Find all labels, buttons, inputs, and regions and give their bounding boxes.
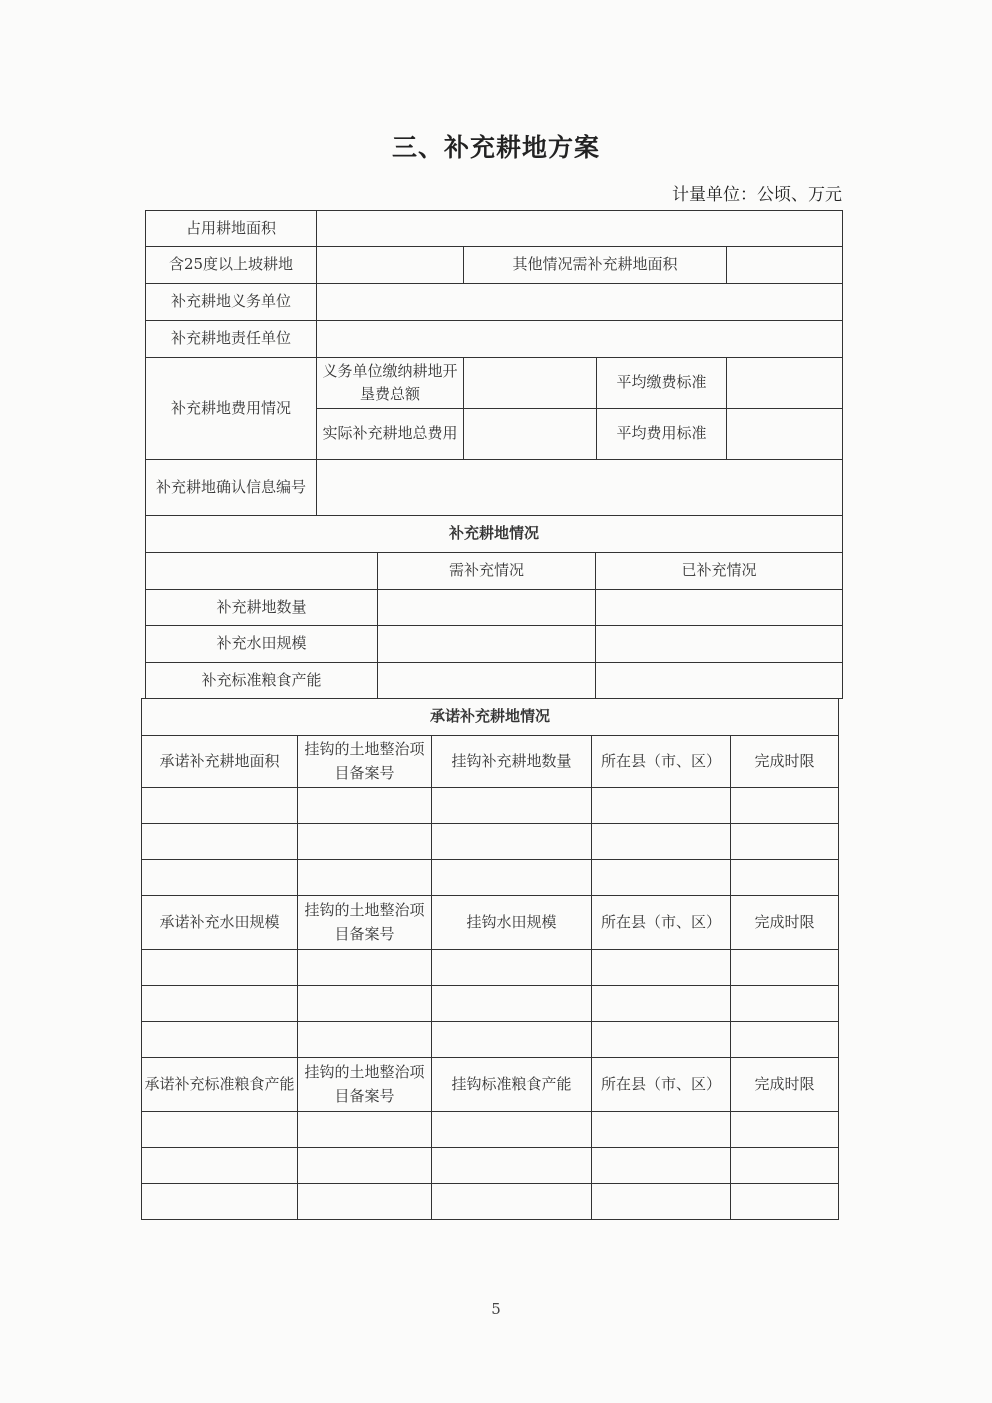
table-cell[interactable] xyxy=(298,788,432,824)
supplement-status-table xyxy=(145,515,843,699)
row-label: 补充耕地数量 xyxy=(146,590,378,626)
group-label: 承诺补充耕地面积 xyxy=(142,736,298,788)
avg-paid-std-label: 平均缴费标准 xyxy=(597,358,727,409)
confirm-no-label: 补充耕地确认信息编号 xyxy=(146,460,317,516)
unit-note: 计量单位：公顷、万元 xyxy=(672,185,842,205)
project-col-header: 挂钩的土地整治项目备案号 xyxy=(298,896,432,950)
table-cell[interactable] xyxy=(432,860,592,896)
table-cell[interactable] xyxy=(731,1148,839,1184)
table-cell[interactable] xyxy=(298,986,432,1022)
slope-land-value[interactable] xyxy=(317,247,464,284)
linked-col-header: 挂钩补充耕地数量 xyxy=(432,736,592,788)
other-area-value[interactable] xyxy=(727,247,843,284)
group-label: 承诺补充水田规模 xyxy=(142,896,298,950)
avg-paid-std-value[interactable] xyxy=(727,358,843,409)
table-cell[interactable] xyxy=(298,1112,432,1148)
responsible-unit-value[interactable] xyxy=(317,321,843,358)
confirm-no-value[interactable] xyxy=(317,460,843,516)
group-label: 承诺补充标准粮食产能 xyxy=(142,1058,298,1112)
table-cell[interactable] xyxy=(592,1148,731,1184)
table-cell[interactable] xyxy=(432,788,592,824)
basic-info-table xyxy=(145,210,843,516)
table-cell[interactable] xyxy=(731,1112,839,1148)
deadline-col-header: 完成时限 xyxy=(731,1058,839,1112)
actual-total-value[interactable] xyxy=(464,409,597,460)
obligation-unit-label: 补充耕地义务单位 xyxy=(146,284,317,321)
table-cell[interactable] xyxy=(142,986,298,1022)
table-cell[interactable] xyxy=(432,1112,592,1148)
county-col-header: 所在县（市、区） xyxy=(592,736,731,788)
table-cell[interactable] xyxy=(592,1184,731,1220)
project-col-header: 挂钩的土地整治项目备案号 xyxy=(298,736,432,788)
table-cell[interactable] xyxy=(731,1022,839,1058)
table-cell[interactable] xyxy=(731,950,839,986)
table-cell[interactable] xyxy=(142,1112,298,1148)
table-cell[interactable] xyxy=(298,1148,432,1184)
table-cell[interactable] xyxy=(142,824,298,860)
table-cell[interactable] xyxy=(731,986,839,1022)
paid-total-value[interactable] xyxy=(464,358,597,409)
row-label: 补充标准粮食产能 xyxy=(146,663,378,699)
table-cell[interactable] xyxy=(432,986,592,1022)
page-title: 三、补充耕地方案 xyxy=(391,133,600,162)
slope-land-label: 含25度以上坡耕地 xyxy=(146,247,317,284)
table-cell[interactable] xyxy=(432,1022,592,1058)
table-cell[interactable] xyxy=(298,1184,432,1220)
table-cell[interactable] xyxy=(592,860,731,896)
linked-col-header: 挂钩标准粮食产能 xyxy=(432,1058,592,1112)
row-label: 补充水田规模 xyxy=(146,626,378,663)
table-cell[interactable] xyxy=(592,1022,731,1058)
supplement-status-heading: 补充耕地情况 xyxy=(146,516,843,553)
table-cell[interactable] xyxy=(298,824,432,860)
county-col-header: 所在县（市、区） xyxy=(592,896,731,950)
needed-value[interactable] xyxy=(378,590,596,626)
table-cell[interactable] xyxy=(592,950,731,986)
table-cell[interactable] xyxy=(298,950,432,986)
responsible-unit-label: 补充耕地责任单位 xyxy=(146,321,317,358)
done-value[interactable] xyxy=(596,626,843,663)
table-cell[interactable] xyxy=(592,788,731,824)
commitment-table xyxy=(141,698,839,1220)
linked-col-header: 挂钩水田规模 xyxy=(432,896,592,950)
col-needed-header: 需补充情况 xyxy=(378,553,596,590)
done-value[interactable] xyxy=(596,590,843,626)
table-cell[interactable] xyxy=(432,824,592,860)
needed-value[interactable] xyxy=(378,626,596,663)
obligation-unit-value[interactable] xyxy=(317,284,843,321)
table-cell[interactable] xyxy=(592,1112,731,1148)
actual-total-label: 实际补充耕地总费用 xyxy=(317,409,464,460)
deadline-col-header: 完成时限 xyxy=(731,736,839,788)
table-cell[interactable] xyxy=(142,1184,298,1220)
table-cell[interactable] xyxy=(432,950,592,986)
table-cell[interactable] xyxy=(298,1022,432,1058)
deadline-col-header: 完成时限 xyxy=(731,896,839,950)
avg-fee-std-value[interactable] xyxy=(727,409,843,460)
commitment-heading: 承诺补充耕地情况 xyxy=(142,699,839,736)
table-cell[interactable] xyxy=(142,1022,298,1058)
table-cell[interactable] xyxy=(298,860,432,896)
occupied-area-value[interactable] xyxy=(317,211,843,247)
table-cell[interactable] xyxy=(731,860,839,896)
occupied-area-label: 占用耕地面积 xyxy=(146,211,317,247)
table-cell[interactable] xyxy=(731,1184,839,1220)
table-cell[interactable] xyxy=(142,950,298,986)
avg-fee-std-label: 平均费用标准 xyxy=(597,409,727,460)
empty-header-cell xyxy=(146,553,378,590)
needed-value[interactable] xyxy=(378,663,596,699)
table-cell[interactable] xyxy=(432,1184,592,1220)
table-cell[interactable] xyxy=(142,860,298,896)
paid-total-label: 义务单位缴纳耕地开垦费总额 xyxy=(317,358,464,409)
table-cell[interactable] xyxy=(592,824,731,860)
table-cell[interactable] xyxy=(142,788,298,824)
done-value[interactable] xyxy=(596,663,843,699)
table-cell[interactable] xyxy=(432,1148,592,1184)
col-done-header: 已补充情况 xyxy=(596,553,843,590)
table-cell[interactable] xyxy=(592,986,731,1022)
county-col-header: 所在县（市、区） xyxy=(592,1058,731,1112)
table-cell[interactable] xyxy=(731,824,839,860)
table-cell[interactable] xyxy=(731,788,839,824)
project-col-header: 挂钩的土地整治项目备案号 xyxy=(298,1058,432,1112)
table-cell[interactable] xyxy=(142,1148,298,1184)
fee-situation-label: 补充耕地费用情况 xyxy=(146,358,317,460)
other-area-label: 其他情况需补充耕地面积 xyxy=(464,247,727,284)
page-number: 5 xyxy=(491,1300,501,1318)
